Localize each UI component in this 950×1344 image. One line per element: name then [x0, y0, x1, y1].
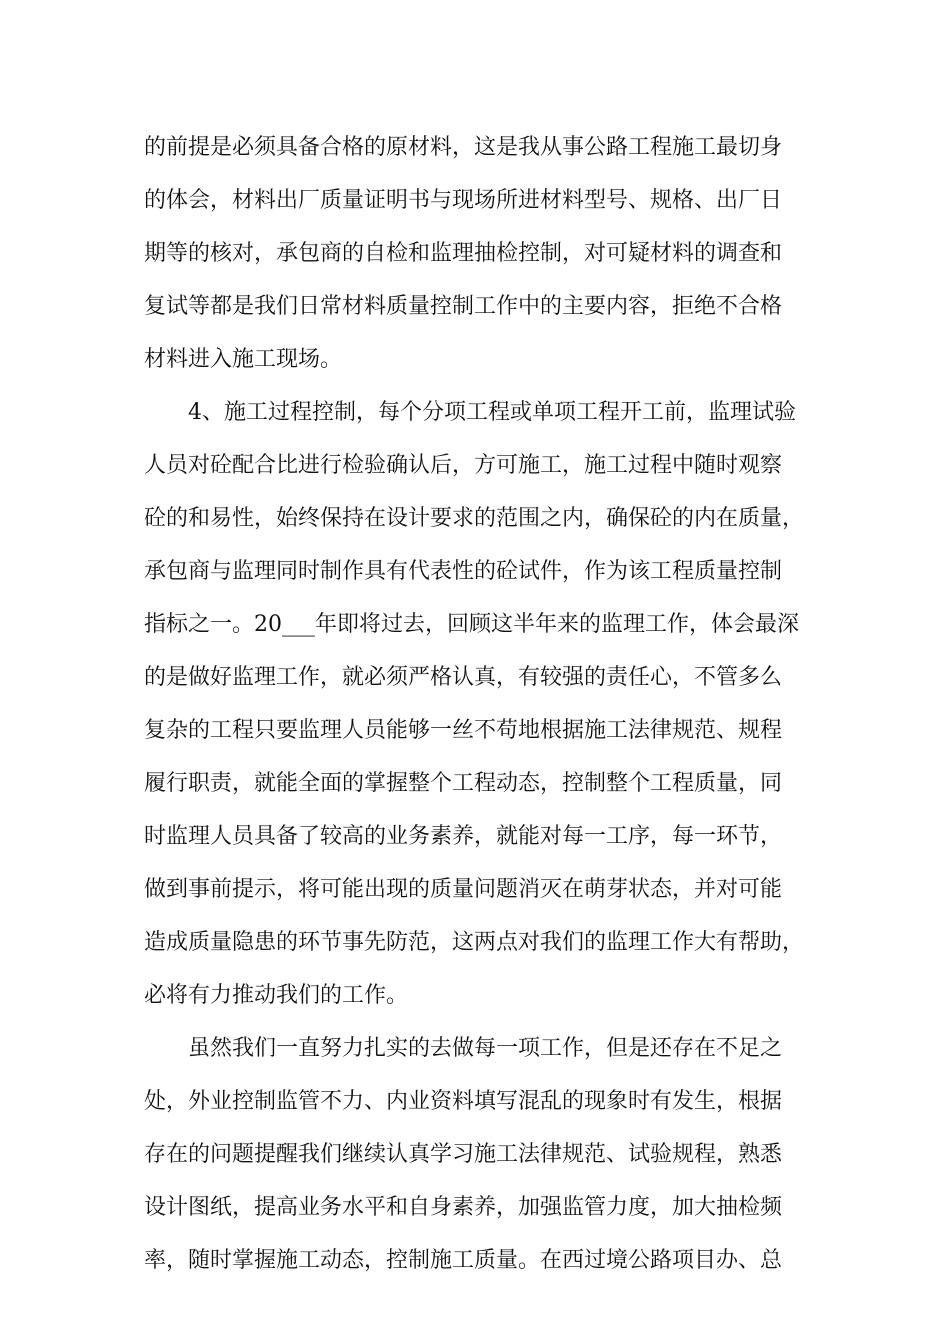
text-line: 的前提是必须具备合格的原材料，这是我从事公路工程施工最切身	[144, 135, 783, 160]
text-line: 时监理人员具备了较高的业务素养，就能对每一工序，每一环节，	[144, 824, 783, 849]
text-line: 指标之一。20___年即将过去，回顾这半年来的监理工作，体会最深	[144, 612, 799, 637]
text-line: 率，随时掌握施工动态，控制施工质量。在西过境公路项目办、总	[144, 1248, 783, 1273]
text-line: 必将有力推动我们的工作。	[144, 983, 409, 1008]
text-line: 材料进入施工现场。	[144, 347, 343, 372]
text-line: 砼的和易性，始终保持在设计要求的范围之内，确保砼的内在质量，	[144, 506, 805, 531]
text-line: 设计图纸，提高业务水平和自身素养，加强监管力度，加大抽检频	[144, 1195, 783, 1220]
text-line: 做到事前提示，将可能出现的质量问题消灭在萌芽状态，并对可能	[144, 877, 783, 902]
text-line: 承包商与监理同时制作具有代表性的砼试件，作为该工程质量控制	[144, 559, 783, 584]
text-line: 人员对砼配合比进行检验确认后，方可施工，施工过程中随时观察	[144, 453, 783, 478]
paragraph-2	[144, 386, 824, 1022]
text-line: 处，外业控制监管不力、内业资料填写混乱的现象时有发生，根据	[144, 1089, 783, 1114]
text-line: 复试等都是我们日常材料质量控制工作中的主要内容，拒绝不合格	[144, 294, 783, 319]
text-line: 的体会，材料出厂质量证明书与现场所进材料型号、规格、出厂日	[144, 188, 783, 213]
text-line: 的是做好监理工作，就必须严格认真，有较强的责任心，不管多么	[144, 665, 783, 690]
text-line: 履行职责，就能全面的掌握整个工程动态，控制整个工程质量，同	[144, 771, 783, 796]
paragraph-1	[144, 121, 824, 386]
text-line: 存在的问题提醒我们继续认真学习施工法律规范、试验规程，熟悉	[144, 1142, 783, 1167]
text-line: 期等的核对，承包商的自检和监理抽检控制，对可疑材料的调查和	[144, 241, 783, 266]
paragraph-3	[144, 1022, 824, 1287]
text-line: 虽然我们一直努力扎实的去做每一项工作，但是还存在不足之	[144, 1036, 783, 1061]
text-line: 4、施工过程控制，每个分项工程或单项工程开工前，监理试验	[144, 400, 796, 425]
text-line: 复杂的工程只要监理人员能够一丝不苟地根据施工法律规范、规程	[144, 718, 783, 743]
body-text	[144, 121, 824, 1287]
text-line: 造成质量隐患的环节事先防范，这两点对我们的监理工作大有帮助，	[144, 930, 805, 955]
